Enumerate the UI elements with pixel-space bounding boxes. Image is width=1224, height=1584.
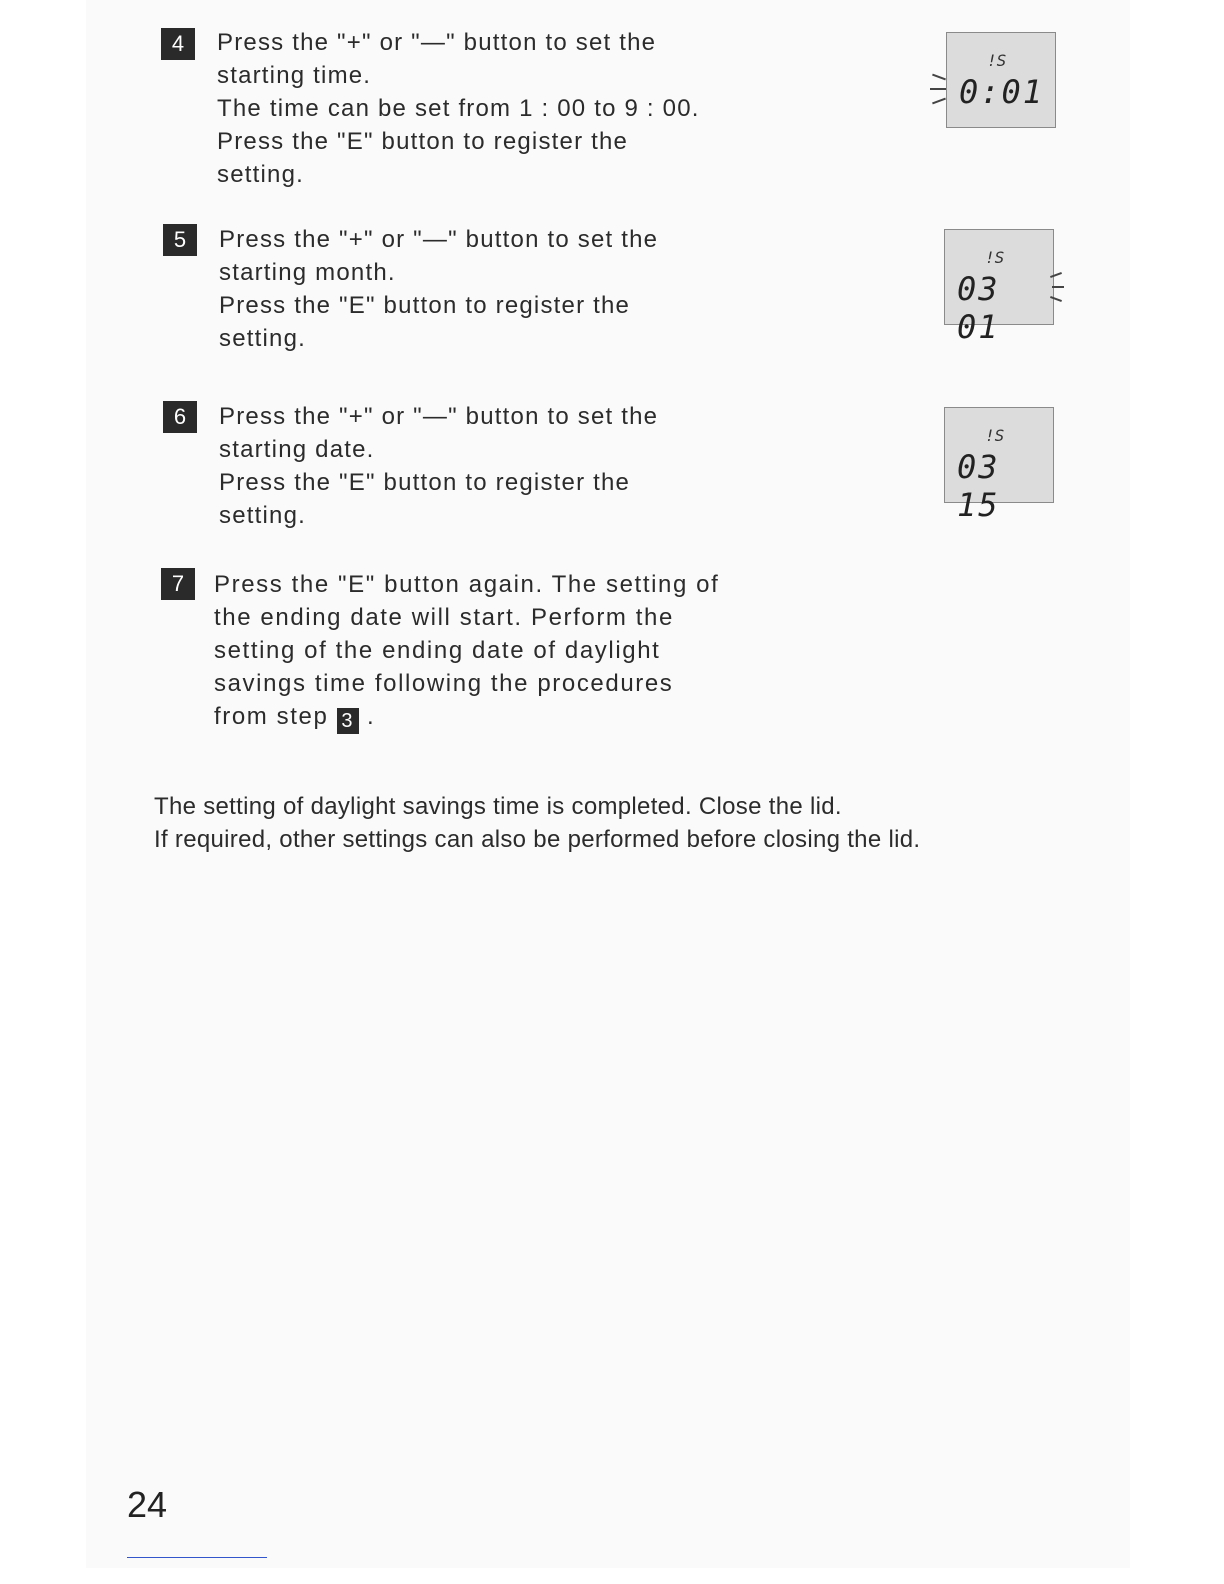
step-number-badge: 7 bbox=[161, 568, 195, 600]
step-line: setting. bbox=[217, 161, 304, 188]
lcd-display-illustration bbox=[944, 229, 1054, 346]
lcd-digits: 03 01 bbox=[957, 270, 1000, 346]
step-5-text bbox=[219, 223, 658, 355]
blink-ray-icon bbox=[930, 88, 946, 90]
step-line: setting. bbox=[219, 325, 306, 352]
step-line: The time can be set from 1 : 00 to 9 : 00. bbox=[217, 95, 700, 122]
lcd-digits: 0:01 bbox=[959, 73, 1045, 111]
step-line: savings time following the procedures bbox=[214, 670, 674, 697]
step-reference-badge: 3 bbox=[337, 708, 359, 734]
step-line: Press the "E" button to register the bbox=[219, 469, 631, 496]
step-number-badge: 4 bbox=[161, 28, 195, 60]
step-6-text bbox=[219, 400, 658, 532]
step-line: starting month. bbox=[219, 259, 396, 286]
closing-line: The setting of daylight savings time is completed. Close the lid. bbox=[154, 793, 842, 820]
step-line bbox=[214, 700, 719, 734]
page-number: 24 bbox=[127, 1484, 168, 1525]
step-line: setting of the ending date of daylight bbox=[214, 637, 661, 664]
step-line: Press the "E" button to register the bbox=[219, 292, 631, 319]
step-number-badge: 6 bbox=[163, 401, 197, 433]
step-reference-prefix: from step bbox=[214, 703, 329, 730]
closing-paragraph bbox=[154, 790, 920, 856]
lcd-indicator: !S bbox=[985, 248, 1005, 267]
lcd-display-illustration bbox=[944, 407, 1054, 524]
step-line: Press the "+" or "—" button to set the bbox=[219, 403, 659, 430]
step-line: the ending date will start. Perform the bbox=[214, 604, 674, 631]
step-reference-suffix: . bbox=[367, 703, 376, 730]
blink-ray-icon bbox=[1052, 286, 1064, 288]
step-line: Press the "E" button again. The setting of bbox=[214, 571, 720, 598]
lcd-indicator: !S bbox=[985, 426, 1005, 445]
closing-line: If required, other settings can also be performed before closing the lid. bbox=[154, 826, 921, 853]
step-line: setting. bbox=[219, 502, 306, 529]
step-line: Press the "+" or "—" button to set the bbox=[217, 29, 657, 56]
step-number-badge: 5 bbox=[163, 224, 197, 256]
step-line: Press the "E" button to register the bbox=[217, 128, 629, 155]
step-line: starting date. bbox=[219, 436, 375, 463]
step-line: Press the "+" or "—" button to set the bbox=[219, 226, 659, 253]
step-line: starting time. bbox=[217, 62, 372, 89]
step-7-text bbox=[214, 568, 719, 734]
footer-rule bbox=[127, 1557, 267, 1558]
lcd-display-illustration bbox=[946, 32, 1056, 128]
lcd-indicator: !S bbox=[987, 51, 1007, 70]
lcd-digits: 03 15 bbox=[957, 448, 1000, 524]
step-4-text bbox=[217, 26, 700, 191]
